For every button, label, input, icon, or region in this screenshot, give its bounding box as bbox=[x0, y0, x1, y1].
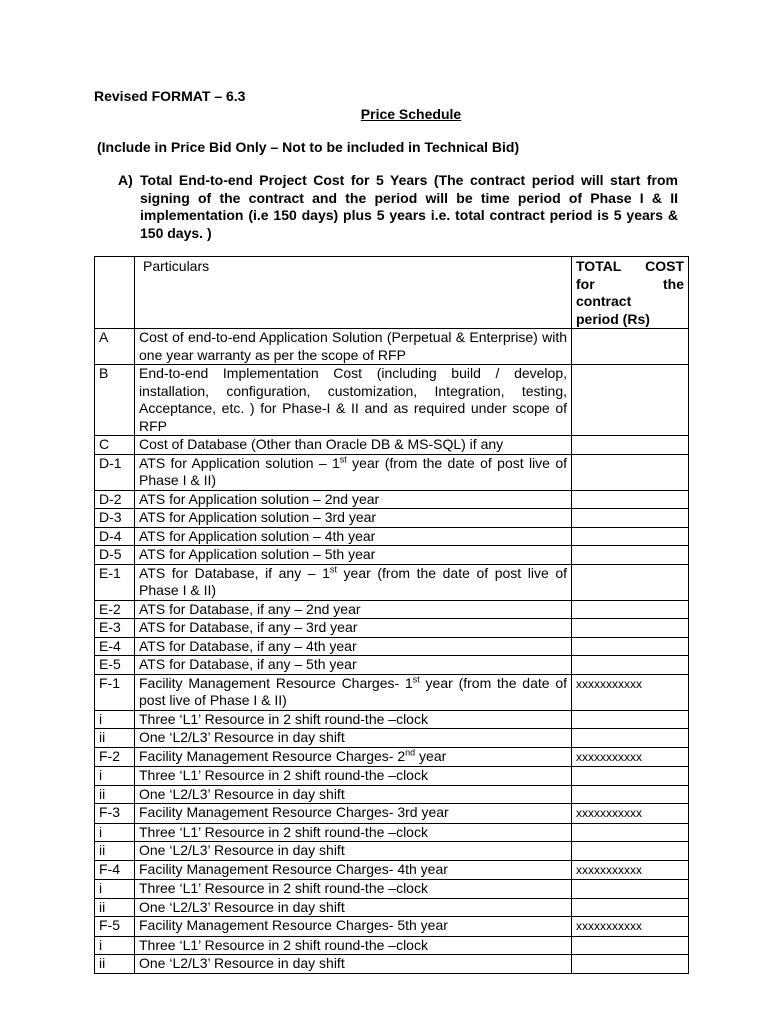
row-amount bbox=[572, 729, 689, 748]
row-description: ATS for Database, if any – 1st year (from the date of post live of Phase I & II) bbox=[135, 564, 572, 600]
row-id: F-4 bbox=[95, 860, 135, 880]
table-row bbox=[95, 936, 689, 955]
row-id: C bbox=[95, 436, 135, 455]
row-amount bbox=[572, 509, 689, 528]
row-description: ATS for Application solution – 1st year (from the date of post live of Phase I & II) bbox=[135, 454, 572, 490]
price-bid-note: (Include in Price Bid Only – Not to be included in Technical Bid) bbox=[97, 139, 520, 155]
row-amount bbox=[572, 767, 689, 786]
row-description: ATS for Application solution – 4th year bbox=[135, 527, 572, 546]
table-row bbox=[95, 490, 689, 509]
table-row bbox=[95, 747, 689, 767]
row-description: ATS for Database, if any – 3rd year bbox=[135, 619, 572, 638]
row-id: F-2 bbox=[95, 747, 135, 767]
row-description: End-to-end Implementation Cost (including build / develop, installation, configuration, customization, Integration, testing, Acceptance, etc. ) for Phase-I & II and as required under scope of RFP bbox=[135, 365, 572, 436]
table-row bbox=[95, 619, 689, 638]
page-title: Price Schedule bbox=[360, 106, 462, 122]
row-description: ATS for Application solution – 3rd year bbox=[135, 509, 572, 528]
table-row bbox=[95, 564, 689, 600]
row-id: ii bbox=[95, 729, 135, 748]
row-amount bbox=[572, 637, 689, 656]
section-a-text: Total End-to-end Project Cost for 5 Years (The contract period will start from signing of the contract and the period will be time period of Phase I & II implementation (i.e 150 days) plus 5 years i.e. total contract period is 5 years & 150 days. ) bbox=[140, 172, 678, 241]
row-description: Cost of Database (Other than Oracle DB & MS-SQL) if any bbox=[135, 436, 572, 455]
row-amount bbox=[572, 600, 689, 619]
row-amount bbox=[572, 454, 689, 490]
row-amount: xxxxxxxxxxx bbox=[572, 747, 689, 767]
table-row bbox=[95, 729, 689, 748]
table-row bbox=[95, 917, 689, 937]
row-description: Facility Management Resource Charges- 5th year bbox=[135, 917, 572, 937]
row-id: E-4 bbox=[95, 637, 135, 656]
table-row bbox=[95, 656, 689, 675]
row-description: Facility Management Resource Charges- 2nd year bbox=[135, 747, 572, 767]
row-description: Facility Management Resource Charges- 3rd year bbox=[135, 804, 572, 824]
table-row bbox=[95, 898, 689, 917]
table-row bbox=[95, 637, 689, 656]
row-description: Three ‘L1’ Resource in 2 shift round-the –clock bbox=[135, 880, 572, 899]
row-amount bbox=[572, 823, 689, 842]
table-row bbox=[95, 955, 689, 974]
format-label: Revised FORMAT – 6.3 bbox=[94, 88, 246, 104]
row-id: F-5 bbox=[95, 917, 135, 937]
row-amount bbox=[572, 898, 689, 917]
row-amount bbox=[572, 842, 689, 861]
row-description: ATS for Database, if any – 2nd year bbox=[135, 600, 572, 619]
row-description: ATS for Application solution – 5th year bbox=[135, 546, 572, 565]
section-a-label: A) bbox=[118, 172, 133, 188]
row-id: D-2 bbox=[95, 490, 135, 509]
row-amount bbox=[572, 564, 689, 600]
row-description: ATS for Database, if any – 5th year bbox=[135, 656, 572, 675]
row-description: Cost of end-to-end Application Solution (Perpetual & Enterprise) with one year warranty as per the scope of RFP bbox=[135, 329, 572, 365]
table-row bbox=[95, 674, 689, 710]
row-description: Facility Management Resource Charges- 4th year bbox=[135, 860, 572, 880]
table-row bbox=[95, 546, 689, 565]
table-row bbox=[95, 785, 689, 804]
particulars-header: Particulars bbox=[135, 257, 572, 329]
row-amount bbox=[572, 785, 689, 804]
row-amount bbox=[572, 490, 689, 509]
row-id: E-5 bbox=[95, 656, 135, 675]
row-amount: xxxxxxxxxxx bbox=[572, 917, 689, 937]
row-amount bbox=[572, 436, 689, 455]
row-id: i bbox=[95, 936, 135, 955]
row-amount bbox=[572, 955, 689, 974]
row-amount bbox=[572, 936, 689, 955]
table-header-row bbox=[95, 257, 689, 329]
row-id: ii bbox=[95, 955, 135, 974]
row-id: E-2 bbox=[95, 600, 135, 619]
row-amount bbox=[572, 710, 689, 729]
row-description: ATS for Database, if any – 4th year bbox=[135, 637, 572, 656]
row-id: i bbox=[95, 710, 135, 729]
row-description: ATS for Application solution – 2nd year bbox=[135, 490, 572, 509]
row-id: ii bbox=[95, 898, 135, 917]
row-amount bbox=[572, 546, 689, 565]
row-amount: xxxxxxxxxxx bbox=[572, 860, 689, 880]
table-row bbox=[95, 454, 689, 490]
table-row bbox=[95, 436, 689, 455]
row-description: Facility Management Resource Charges- 1st year (from the date of post live of Phase I & II) bbox=[135, 674, 572, 710]
row-id: ii bbox=[95, 785, 135, 804]
row-amount bbox=[572, 656, 689, 675]
row-description: One ‘L2/L3’ Resource in day shift bbox=[135, 785, 572, 804]
row-id: E-1 bbox=[95, 564, 135, 600]
row-description: Three ‘L1’ Resource in 2 shift round-the –clock bbox=[135, 823, 572, 842]
table-row bbox=[95, 767, 689, 786]
table-row bbox=[95, 600, 689, 619]
table-row bbox=[95, 860, 689, 880]
row-id: i bbox=[95, 767, 135, 786]
table-row bbox=[95, 329, 689, 365]
table-row bbox=[95, 527, 689, 546]
row-amount bbox=[572, 527, 689, 546]
row-id: F-3 bbox=[95, 804, 135, 824]
table-row bbox=[95, 365, 689, 436]
row-id: E-3 bbox=[95, 619, 135, 638]
row-description: Three ‘L1’ Resource in 2 shift round-the –clock bbox=[135, 767, 572, 786]
row-id: D-4 bbox=[95, 527, 135, 546]
row-description: One ‘L2/L3’ Resource in day shift bbox=[135, 955, 572, 974]
row-description: One ‘L2/L3’ Resource in day shift bbox=[135, 729, 572, 748]
row-description: One ‘L2/L3’ Resource in day shift bbox=[135, 842, 572, 861]
row-amount bbox=[572, 329, 689, 365]
id-header-cell bbox=[95, 257, 135, 329]
total-cost-header-line: period (Rs) bbox=[576, 310, 650, 327]
row-id: D-1 bbox=[95, 454, 135, 490]
row-amount bbox=[572, 880, 689, 899]
row-description: One ‘L2/L3’ Resource in day shift bbox=[135, 898, 572, 917]
price-schedule-table bbox=[94, 256, 689, 974]
row-id: D-5 bbox=[95, 546, 135, 565]
table-row bbox=[95, 842, 689, 861]
row-amount: xxxxxxxxxxx bbox=[572, 674, 689, 710]
total-cost-header-line: TOTAL COST bbox=[576, 258, 684, 274]
table-row bbox=[95, 823, 689, 842]
table-row bbox=[95, 509, 689, 528]
row-id: B bbox=[95, 365, 135, 436]
row-description: Three ‘L1’ Resource in 2 shift round-the –clock bbox=[135, 710, 572, 729]
row-id: i bbox=[95, 880, 135, 899]
row-amount: xxxxxxxxxxx bbox=[572, 804, 689, 824]
row-id: F-1 bbox=[95, 674, 135, 710]
row-id: i bbox=[95, 823, 135, 842]
section-a bbox=[118, 172, 678, 242]
row-amount bbox=[572, 365, 689, 436]
row-amount bbox=[572, 619, 689, 638]
table-row bbox=[95, 804, 689, 824]
total-cost-header-line: contract bbox=[576, 293, 632, 309]
table-row bbox=[95, 880, 689, 899]
row-description: Three ‘L1’ Resource in 2 shift round-the –clock bbox=[135, 936, 572, 955]
row-id: D-3 bbox=[95, 509, 135, 528]
row-id: ii bbox=[95, 842, 135, 861]
table-row bbox=[95, 710, 689, 729]
total-cost-header bbox=[572, 257, 689, 329]
total-cost-header-line: for the bbox=[576, 275, 684, 292]
row-id: A bbox=[95, 329, 135, 365]
